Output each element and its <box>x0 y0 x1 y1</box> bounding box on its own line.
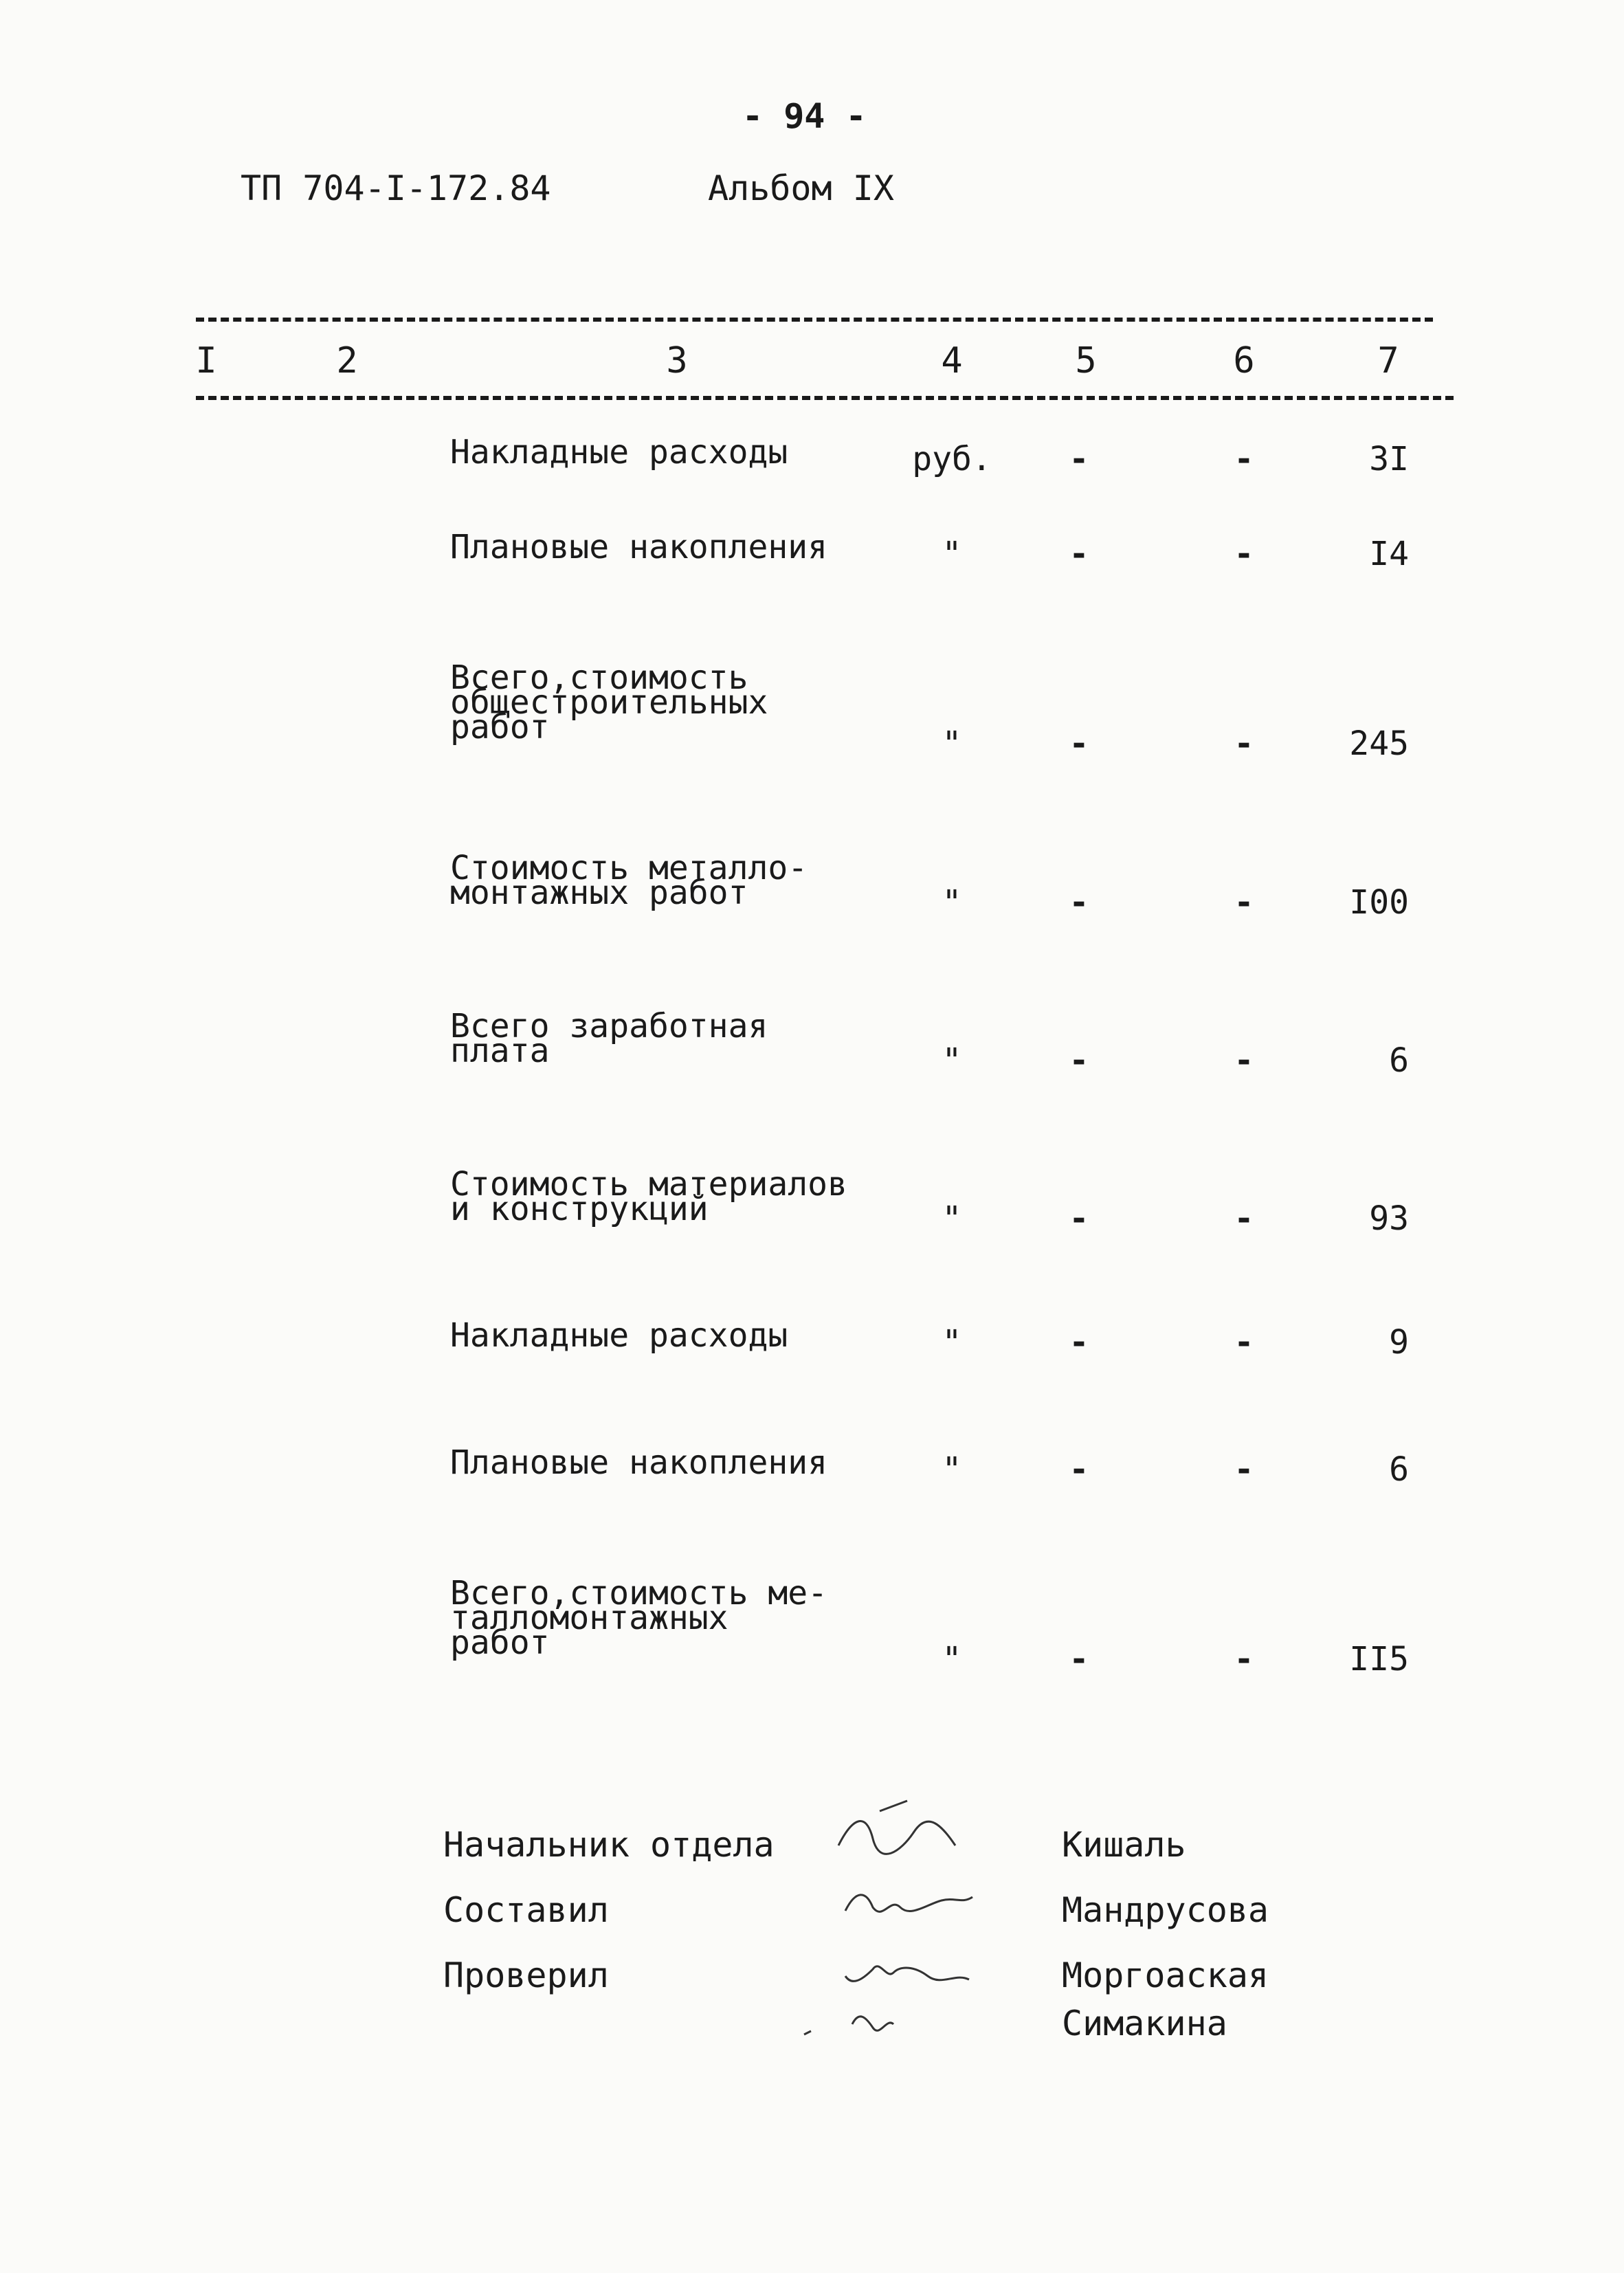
page-number: - 94 - <box>742 96 867 136</box>
row-value: 9 <box>1389 1323 1409 1362</box>
signatory-name: Кишаль <box>1062 1825 1186 1865</box>
signatory-title: Начальник отдела <box>443 1825 775 1865</box>
signatory-name: Симакина <box>1062 2004 1227 2043</box>
row-column-5: - <box>1069 1450 1089 1489</box>
handwritten-signature <box>825 1797 990 1873</box>
album-label: Альбом IX <box>708 168 894 208</box>
row-unit: " <box>942 1199 962 1238</box>
row-value: 6 <box>1389 1041 1409 1080</box>
row-column-6: - <box>1234 724 1254 763</box>
row-unit: " <box>942 1323 962 1362</box>
row-value: 3I <box>1369 440 1409 478</box>
row-description: Всего,стоимость ме- талломонтажных работ <box>450 1574 828 1662</box>
row-value: II5 <box>1349 1640 1409 1678</box>
row-description: Плановые накопления <box>450 528 828 566</box>
row-column-5: - <box>1069 1199 1089 1238</box>
handwritten-signature <box>825 1870 990 1931</box>
row-value: 245 <box>1349 724 1409 763</box>
row-description: Всего,стоимость общестроительных работ <box>450 658 768 746</box>
row-unit: " <box>942 535 962 573</box>
document-code: ТП 704-I-172.84 <box>241 168 551 208</box>
table-header-rule <box>196 396 1454 400</box>
row-column-5: - <box>1069 535 1089 573</box>
row-value: I00 <box>1349 883 1409 922</box>
row-column-6: - <box>1234 1199 1254 1238</box>
row-description: Стоимость металло- монтажных работ <box>450 849 808 912</box>
row-column-6: - <box>1234 1450 1254 1489</box>
handwritten-signature <box>825 1938 990 2000</box>
signatory-name: Мандрусова <box>1062 1890 1269 1930</box>
row-description: Плановые накопления <box>450 1443 828 1482</box>
row-column-5: - <box>1069 1041 1089 1080</box>
row-unit: " <box>942 1041 962 1080</box>
row-unit: " <box>942 883 962 922</box>
table-top-rule <box>196 318 1433 322</box>
row-unit: " <box>942 1640 962 1678</box>
row-description: Стоимость материалов и конструкций <box>450 1165 847 1228</box>
row-column-5: - <box>1069 883 1089 922</box>
row-column-5: - <box>1069 724 1089 763</box>
row-column-6: - <box>1234 535 1254 573</box>
row-description: Накладные расходы <box>450 433 788 472</box>
signatory-name: Моргоаская <box>1062 1955 1269 1995</box>
row-column-6: - <box>1234 1640 1254 1678</box>
row-column-5: - <box>1069 440 1089 478</box>
row-column-6: - <box>1234 1323 1254 1362</box>
column-header-1: I <box>195 340 217 381</box>
row-column-6: - <box>1234 440 1254 478</box>
row-unit: руб. <box>912 440 992 478</box>
signatory-title: Составил <box>443 1890 609 1930</box>
row-column-6: - <box>1234 883 1254 922</box>
row-value: 6 <box>1389 1450 1409 1489</box>
column-header-4: 4 <box>941 340 963 381</box>
handwritten-signature <box>777 1997 942 2052</box>
row-value: 93 <box>1369 1199 1409 1238</box>
row-description: Всего заработная плата <box>450 1007 768 1070</box>
column-header-2: 2 <box>336 340 358 381</box>
row-column-5: - <box>1069 1640 1089 1678</box>
signatory-title: Проверил <box>443 1955 609 1995</box>
column-header-5: 5 <box>1075 340 1097 381</box>
row-unit: " <box>942 724 962 763</box>
row-value: I4 <box>1369 535 1409 573</box>
column-header-6: 6 <box>1233 340 1255 381</box>
row-unit: " <box>942 1450 962 1489</box>
row-column-6: - <box>1234 1041 1254 1080</box>
column-header-7: 7 <box>1377 340 1399 381</box>
row-description: Накладные расходы <box>450 1316 788 1355</box>
column-header-3: 3 <box>666 340 688 381</box>
row-column-5: - <box>1069 1323 1089 1362</box>
